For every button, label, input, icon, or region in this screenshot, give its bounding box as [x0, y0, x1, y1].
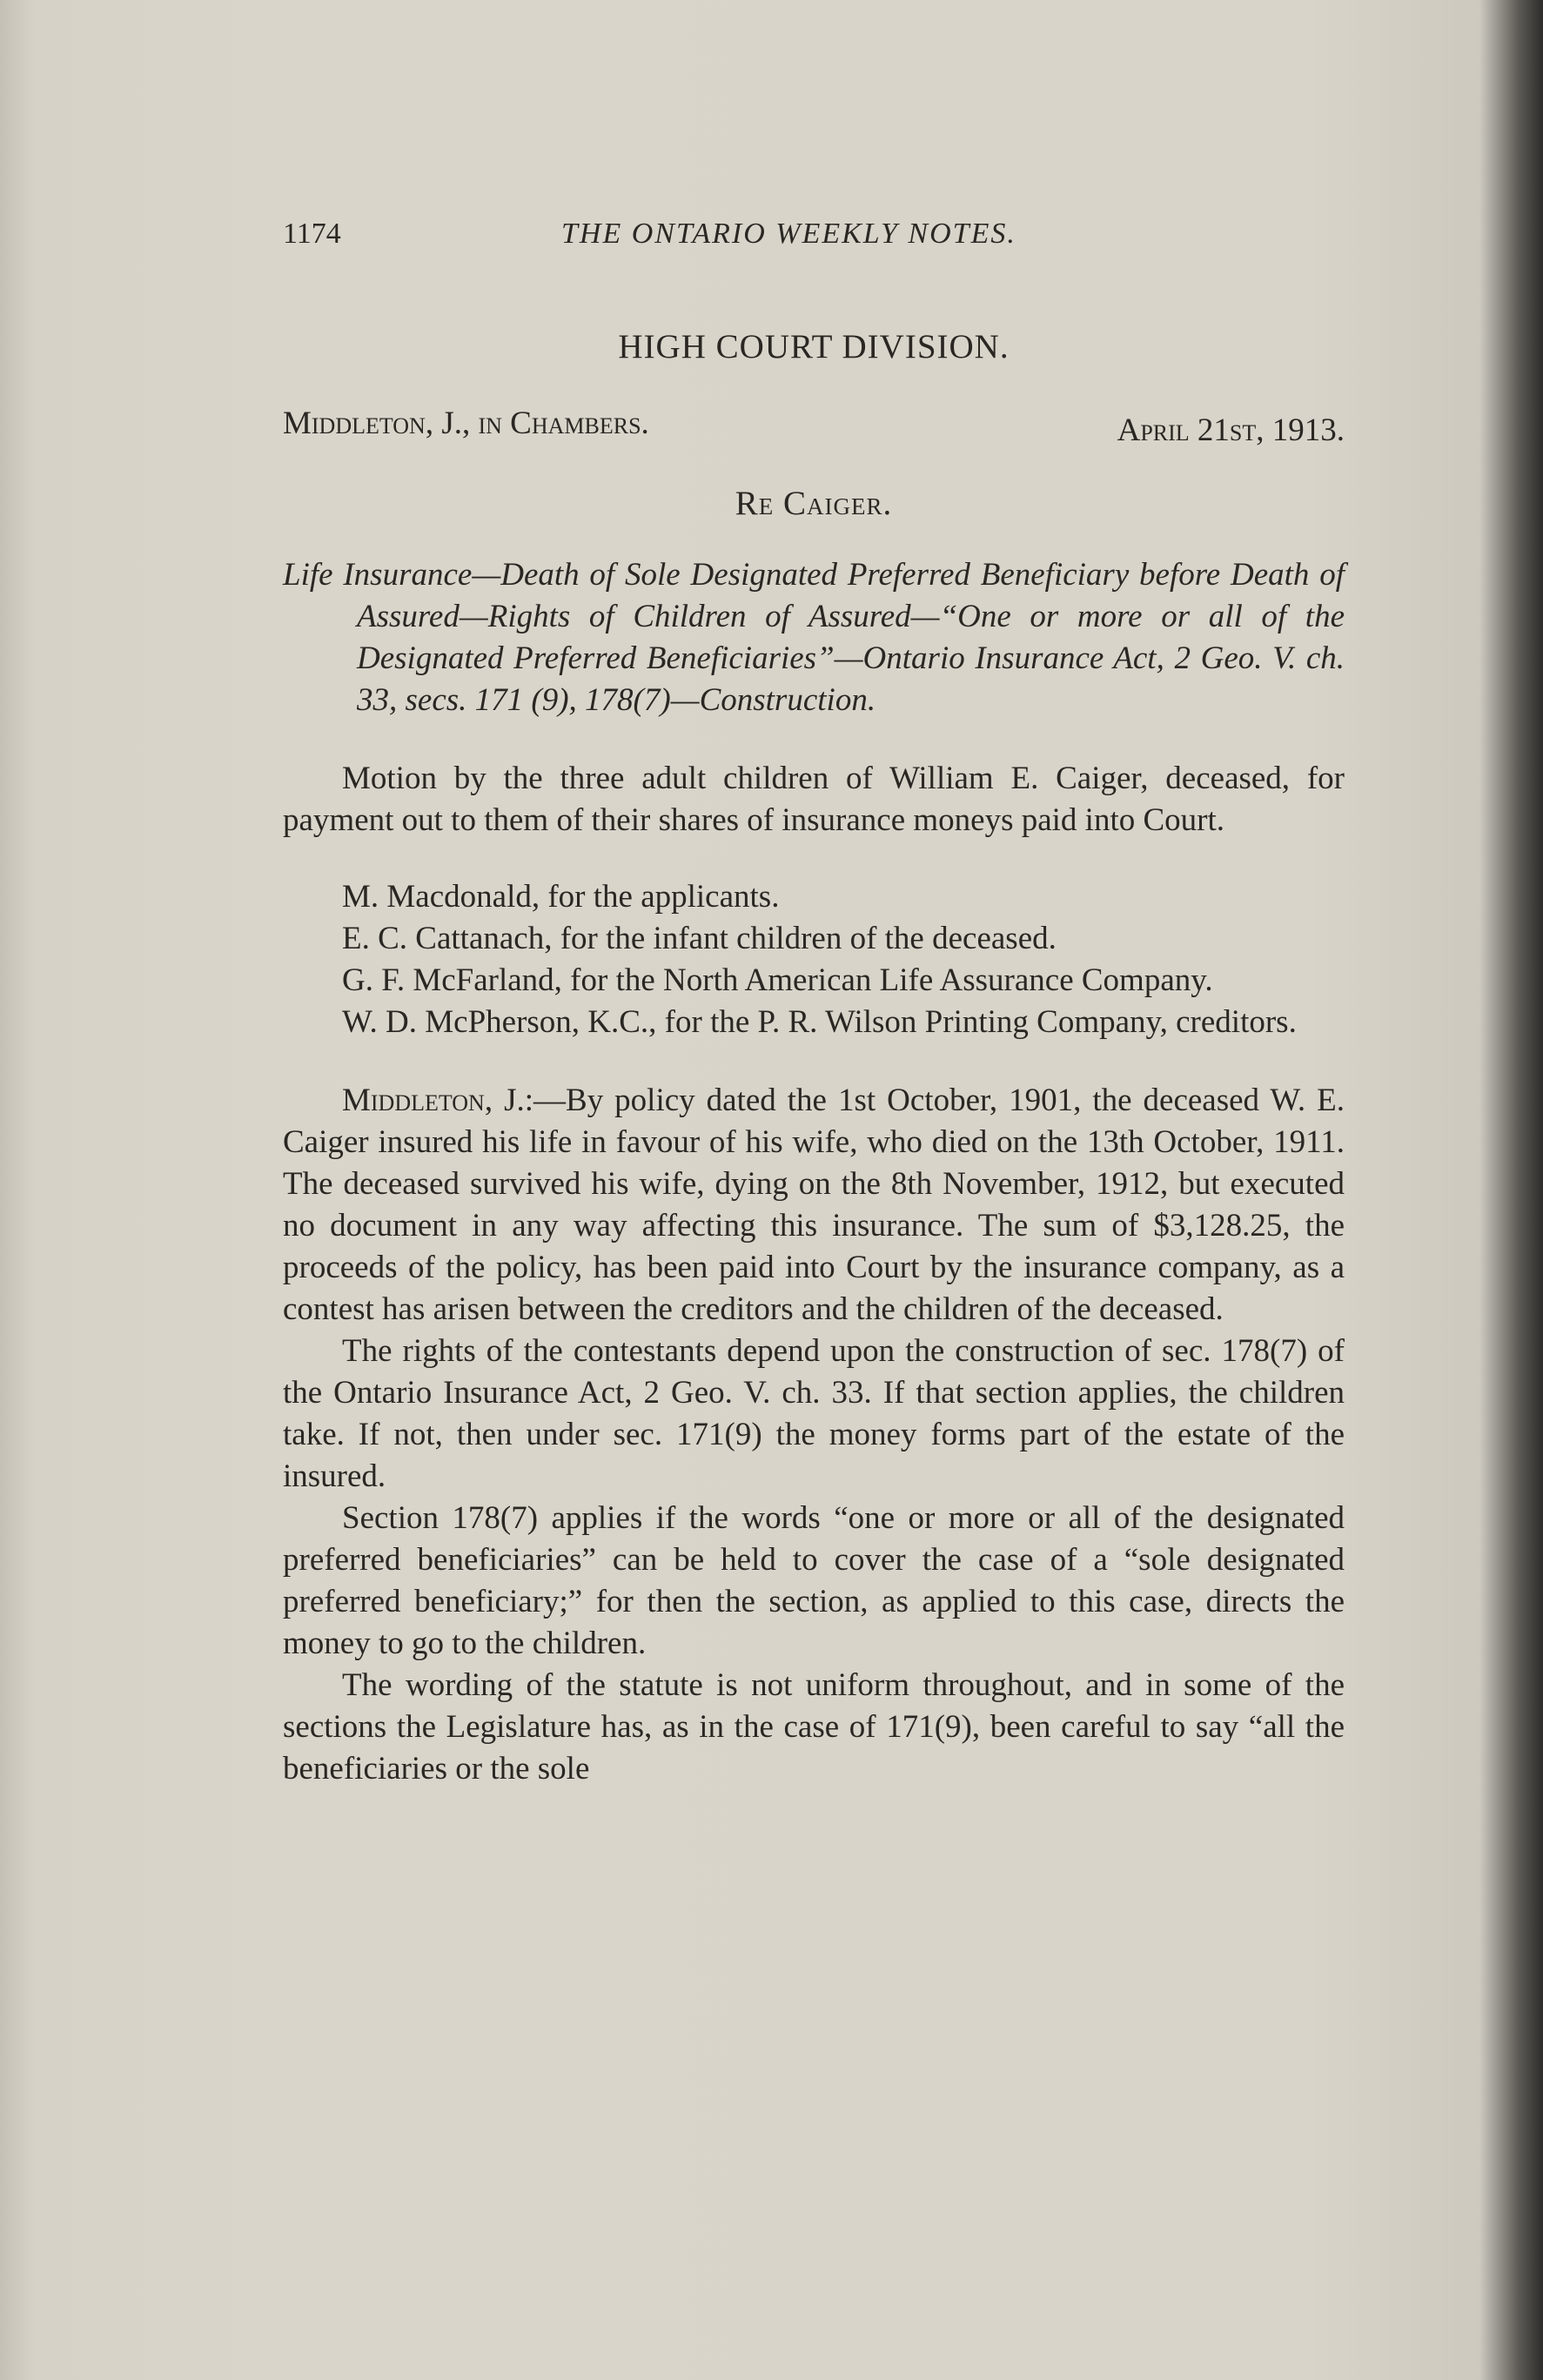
judgment-paragraph [283, 1080, 1345, 1331]
counsel-entry: G. F. McFarland, for the North American Life Assurance Company. [342, 962, 1213, 998]
page-text [283, 213, 1345, 1790]
page-header [283, 213, 1345, 265]
page-number: 1174 [283, 218, 341, 250]
judgment-text: :—By policy dated the 1st October, 1901, the deceased W. E. Caiger insured his life in favour of his wife, who died on the 13th October, 1911. The deceased survived his wife, dying on the 8th November, 1912, but executed no document in any way affecting this insurance. The sum of $3,128.25, the proceeds of the policy, has been paid into Court by the insurance company, as a contest has arisen between the creditors and the children of the deceased. [283, 1083, 1345, 1327]
running-title: THE ONTARIO WEEKLY NOTES. [561, 218, 1016, 250]
counsel-entry: E. C. Cattanach, for the infant children of the deceased. [342, 921, 1057, 956]
judge-name: Middleton, J., in Chambers. [283, 406, 649, 441]
judgment-paragraph: The rights of the contestants depend upon the construction of sec. 178(7) of the Ontario Insurance Act, 2 Geo. V. ch. 33. If that section applies, the children take. If not, then under sec. 171(9) the money forms part of the estate of the insured. [283, 1333, 1345, 1494]
judgment [283, 1080, 1345, 1790]
judgment-paragraph: Section 178(7) applies if the words “one or more or all of the designated preferred beneficiaries” can be held to cover the case of a “sole designated preferred beneficiary;” for then the section, as applied to this case, directs the money to go to the children. [283, 1500, 1345, 1661]
counsel-entry: M. Macdonald, for the applicants. [342, 879, 780, 915]
motion-paragraph: Motion by the three adult children of William E. Caiger, deceased, for payment out to them of their shares of insurance moneys paid into Court. [283, 761, 1345, 838]
headnote: Life Insurance—Death of Sole Designated Preferred Beneficiary before Death of Assured—Rights of Children of Assured—“One or more or all of the Designated Preferred Beneficiaries”—Ontario Insurance Act, 2 Geo. V. ch. 33, secs. 171 (9), 178(7)—Construction. [283, 557, 1345, 718]
case-title: Re Caiger. [735, 485, 893, 522]
decision-date: April 21st, 1913. [1117, 412, 1345, 448]
judgment-paragraph: The wording of the statute is not uniform throughout, and in some of the sections the Legislature has, as in the case of 171(9), been careful to say “all the beneficiaries or the sole [283, 1667, 1345, 1787]
counsel-entry: W. D. McPherson, K.C., for the P. R. Wilson Printing Company, creditors. [342, 1004, 1297, 1040]
judgment-lead: Middleton, J. [342, 1083, 525, 1118]
division-heading: HIGH COURT DIVISION. [618, 328, 1010, 365]
counsel-list [283, 876, 1345, 1043]
judge-line [283, 403, 1345, 448]
